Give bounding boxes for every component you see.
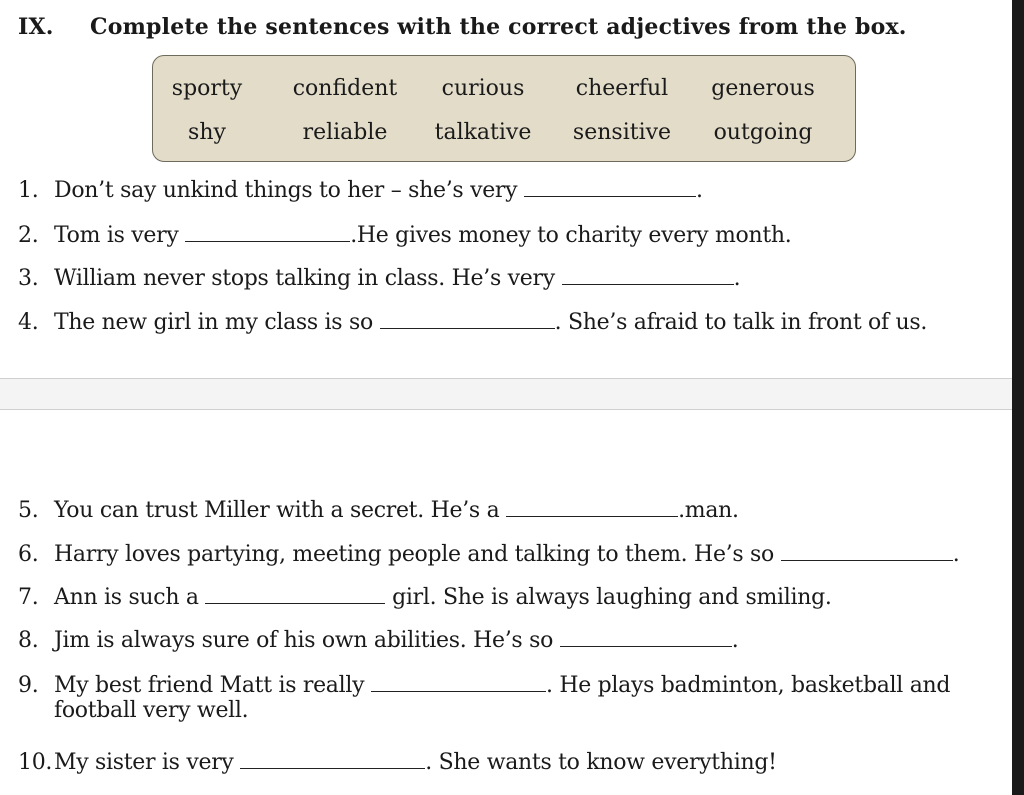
sentence-text: The new girl in my class is so: [54, 310, 373, 335]
sentence-text: girl. She is always laughing and smiling.: [392, 585, 832, 610]
sentence-number: 6.: [18, 542, 39, 567]
sentence-text: . He plays badminton, basketball and: [545, 673, 951, 698]
exercise-header: [18, 10, 907, 44]
sentence-text: .man.: [678, 498, 739, 523]
sentence-number: 3.: [18, 266, 39, 291]
sentence-text: .He gives money to charity every month.: [350, 223, 792, 248]
answer-blank[interactable]: [562, 266, 734, 285]
word-box-item: shy: [188, 120, 226, 145]
sentence-item: [18, 628, 738, 653]
sentence-text: . She wants to know everything!: [425, 750, 777, 775]
sentence-text: Tom is very: [54, 223, 179, 248]
sentence-item: [18, 542, 959, 567]
sentence-continuation: football very well.: [54, 698, 249, 723]
page-edge: [1012, 0, 1024, 795]
sentence-text: William never stops talking in class. He’s very: [54, 266, 555, 291]
answer-blank[interactable]: [560, 628, 732, 647]
word-box-item: reliable: [302, 120, 388, 145]
answer-blank[interactable]: [240, 750, 425, 769]
word-box-item: sensitive: [572, 120, 672, 145]
sentence-item: [18, 750, 777, 775]
sentence-number: 10.: [18, 750, 53, 775]
word-box-item: curious: [441, 76, 525, 101]
sentence-item: [18, 223, 791, 248]
sentence-item: [18, 585, 832, 610]
sentence-text: Jim is always sure of his own abilities. He’s so: [54, 628, 554, 653]
sentence-text: Harry loves partying, meeting people and talking to them. He’s so: [54, 542, 774, 567]
sentence-number: 1.: [18, 178, 39, 203]
sentence-text: You can trust Miller with a secret. He’s a: [54, 498, 500, 523]
sentence-number: 8.: [18, 628, 39, 653]
sentence-number: 7.: [18, 585, 39, 610]
word-box-item: outgoing: [713, 120, 813, 145]
word-box-item: talkative: [434, 120, 532, 145]
sentence-item: [18, 310, 927, 335]
answer-blank[interactable]: [506, 498, 678, 517]
sentence-number: 4.: [18, 310, 39, 335]
sentence-text: Don’t say unkind things to her – she’s very: [54, 178, 518, 203]
sentence-text: .: [731, 628, 739, 653]
answer-blank[interactable]: [524, 178, 696, 197]
sentence-text: Ann is such a: [54, 585, 199, 610]
sentence-item: [18, 178, 703, 203]
answer-blank[interactable]: [371, 673, 546, 692]
word-box: [152, 55, 856, 162]
sentence-text: . She’s afraid to talk in front of us.: [554, 310, 928, 335]
sentence-number: 2.: [18, 223, 39, 248]
sentence-text: My best friend Matt is really: [54, 673, 365, 698]
sentence-number: 5.: [18, 498, 39, 523]
sentence-item: [18, 498, 739, 523]
sentence-text: My sister is very: [54, 750, 234, 775]
answer-blank[interactable]: [205, 585, 385, 604]
word-box-item: sporty: [171, 76, 243, 101]
answer-blank[interactable]: [185, 223, 350, 242]
answer-blank[interactable]: [781, 542, 953, 561]
sentence-text: .: [695, 178, 703, 203]
sentence-item: [18, 673, 950, 723]
exercise-instruction: Complete the sentences with the correct adjectives from the box.: [90, 14, 907, 40]
sentence-text: .: [952, 542, 960, 567]
sentence-item: [18, 266, 740, 291]
page-break: [0, 378, 1012, 410]
exercise-number: IX.: [18, 14, 54, 40]
answer-blank[interactable]: [380, 310, 555, 329]
word-box-item: confident: [292, 76, 398, 101]
sentence-number: 9.: [18, 673, 39, 698]
word-box-item: generous: [711, 76, 815, 101]
sentence-text: .: [733, 266, 741, 291]
word-box-item: cheerful: [575, 76, 669, 101]
